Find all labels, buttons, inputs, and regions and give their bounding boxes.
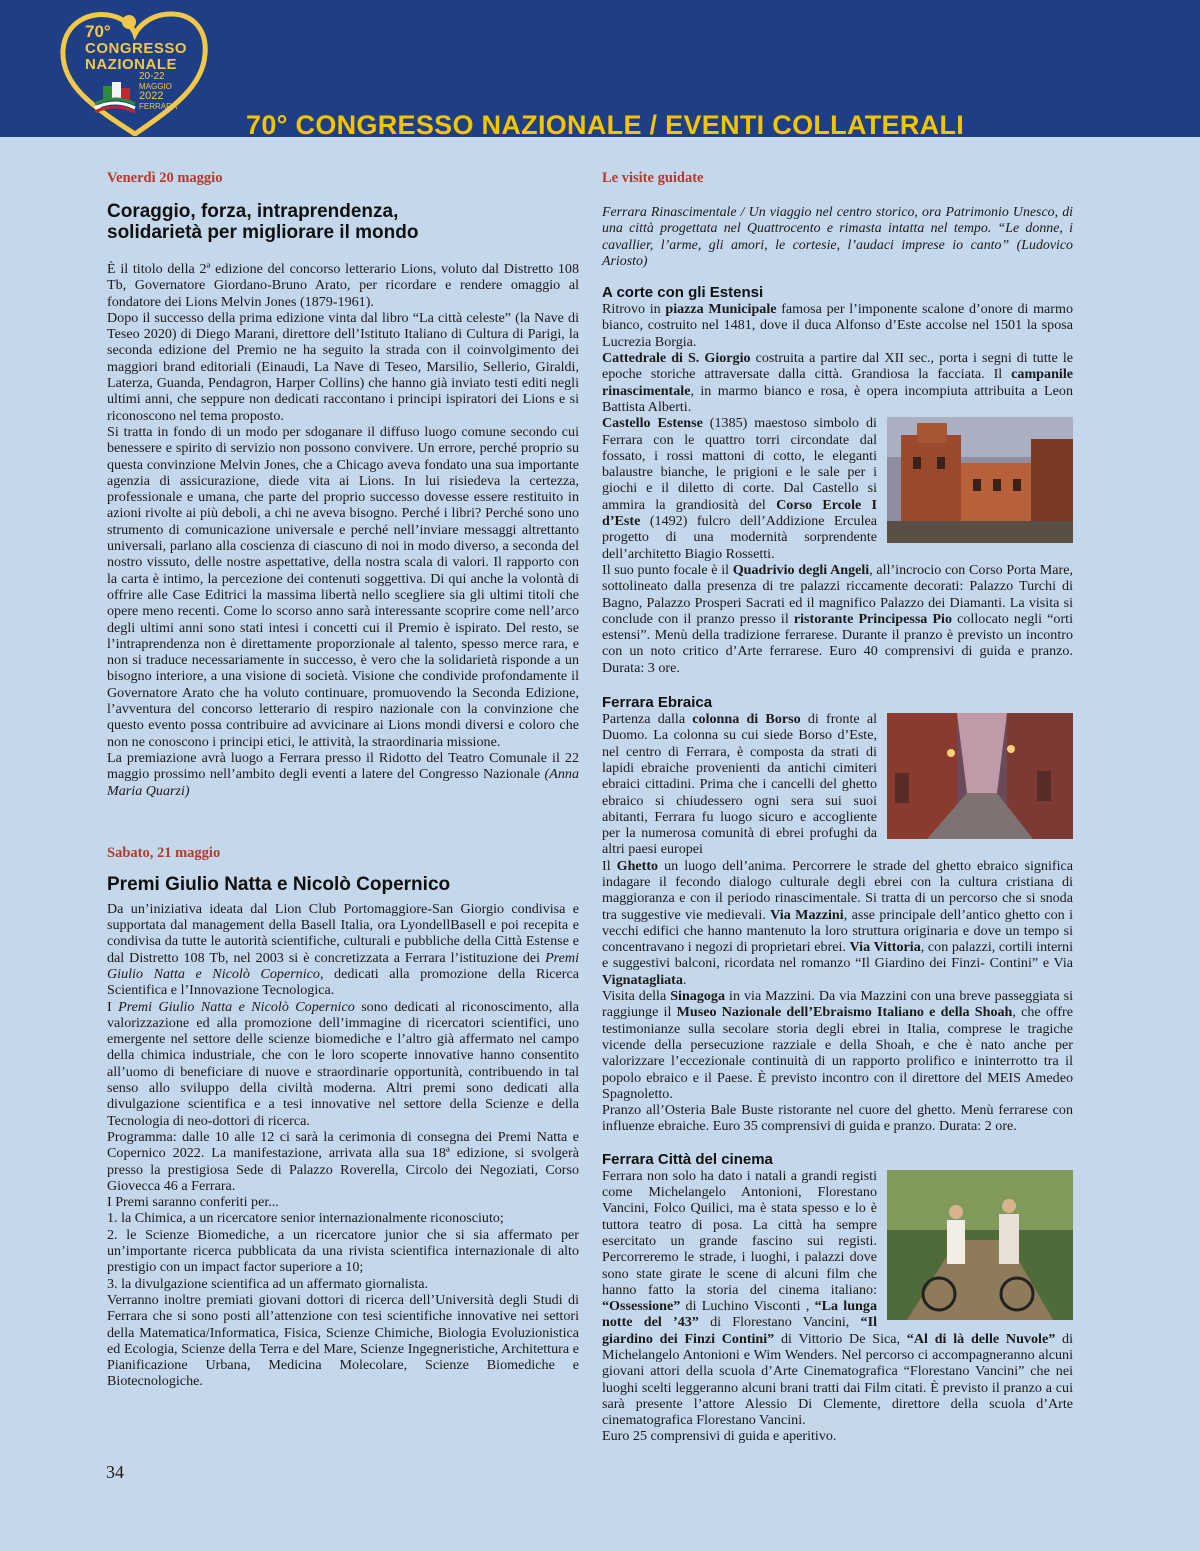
- text-run-bold: “La lunga notte del ’43”: [602, 1298, 877, 1331]
- section1-headline-line2: solidarietà per migliorare il mondo: [107, 222, 419, 243]
- text-run: Il: [602, 857, 617, 874]
- section2-paragraph: I Premi saranno conferiti per...: [107, 1194, 279, 1211]
- text-run-bold: Cattedrale di S. Giorgio: [602, 350, 751, 367]
- text-run-italic: Premi Giulio Natta e Nicolò Copernico: [118, 998, 355, 1015]
- text-run: Da un’iniziativa ideata dal Lion Club Portomaggiore-San Giorgio condivisa e supportata dal management della Basell Italia, ora LyondellBasell e poi recepita e condivisa da tutte le autorità scientifiche, culturali e pubbliche della Città Estense e dal Distretto 108 Tb, nel 2003 si è concretizzata a Ferrara l’istituzione dei: [107, 900, 579, 966]
- section2-list-item: 2. le Scienze Biomediche, a un ricercatore junior che si sia affermato per un’importante ricerca pubblicata da una rivista scientifica internazionale di alto prestigio con un impact factor superiore a 10;: [107, 1226, 579, 1276]
- tours-intro: Ferrara Rinascimentale / Un viaggio nel centro storico, ora Patrimonio Unesco, di una città progettata nel Quattrocento e rimasta intatta nel tempo. “Le donne, i cavallier, l’arme, gli amori, le cortesie, l’audaci imprese io canto” (Ludovico Ariosto): [602, 205, 1073, 269]
- estensi-paragraph: [602, 562, 1073, 676]
- text-run-bold: Castello Estense: [602, 415, 703, 432]
- text-run-italic: Premi Giulio Natta e Nicolò Copernico: [107, 949, 579, 982]
- section1-paragraph: Si tratta in fondo di un modo per sdoganare il diffuso luogo comune secondo cui benessere e spirito di servizio non possono convivere. Un errore, perché proprio su questa convinzione Melvin Jones, che a Chicago aveva fondato una sua importante agenzia di assicurazione, diede vita ai Lions. In lui risiedeva la certezza, professionale e umana, che parte del proprio successo dovesse essere restituito in azioni rivolte ai più deboli, a chi ne aveva bisogno. Perché i libri? Perché sono uno strumento di comunicazione universale e perché nell’inviare messaggi altrettanto universali, parlano alla coscienza di ciascuno di noi in modo diverso, a seconda del nostro vissuto, delle nostre aspettative, della nostra scala di valori. Il rapporto con la carta è intimo, la percezione dei contenuti soggettiva. Di qui anche la volontà di offrire alle Case Editrici la massima libertà nello scegliere sia gli ultimi titoli che opere meno recenti. Come lo scorso anno sarà interessante scoprire come nell’arco degli ultimi anni sono stati intesi i concetti cui il Premio è ispirato. Del resto, se l’intraprendenza non è direttamente proporzionale al talento, spesso merce rara, e non si traduce necessariamente in successo, è vero che la solidarietà risponde a un bisogno interiore, a una visione di società. Visione che condivide profondamente il Governatore Arato che ha voluto continuare, promuovendo la Seconda Edizione, l’avventura del concorso letterario di respiro nazionale con la convinzione che questo evento possa contribuire ad avvicinare ai Lions mondi diversi e coloro che non ne conoscono i principi etici, le attività, la straordinaria missione.: [107, 423, 579, 750]
- ebraica-paragraph: [602, 858, 1073, 988]
- text-run-bold: “Il giardino dei Finzi Contini”: [602, 1314, 877, 1347]
- ebraica-paragraph: [602, 988, 1073, 1102]
- section2-paragraph: [107, 901, 579, 999]
- text-run: I: [107, 998, 119, 1015]
- text-run: di fronte al Duomo. La colonna su cui siede Borso d’Este, nel centro di Ferrara, è composta da strati di lapidi ebraiche provenienti da antichi cimiteri ebraici cittadini. Prima che i cancelli del ghetto ebraico si chiudessero ogni sera sui suoi abitanti, Ferrara fu luogo sicuro e accogliente per la numerosa comunità di ebrei profughi da altri paesi europei: [602, 711, 878, 858]
- text-run: (1385) maestoso simbolo di Ferrara con le quattro torri circondate dal fossato, i rossi mattoni di cotto, le eleganti balaustre bianche, le prigioni e le sale per i giochi e il diletto di corte. Dal Castello si ammira la grandiosità del: [602, 415, 877, 513]
- text-run: un luogo dell’anima. Percorrere le strade del ghetto ebraico significa indagare il fecondo dialogo culturale degli ebrei con la cultura cristiana di maggioranza e con il periodo rinascimentale. Si tratta di un percorso che si snoda tra suggestive vie medievali.: [602, 857, 1073, 923]
- text-run-bold: Quadrivio degli Angeli: [732, 561, 870, 578]
- ghetto-street-photo: [887, 713, 1073, 839]
- section2-paragraph: Verranno inoltre premiati giovani dottori di ricerca dell’Università degli Studi di Ferrara che si sono posti all’attenzione con tesi scientifiche innovative nei settori della Matematica/Informatica, Fisica, Scienze Chimiche, Biologia Evoluzionistica ed Ecologia, Scienze della Terra e del Mare, Scienze Ingegneristiche, Architettura e Pianificazione Urbana, Medicina Molecolare, Scienze Biomediche e Biotecnologiche.: [107, 1291, 579, 1390]
- text-run: , asse principale dell’antico ghetto con i vecchi edifici che hanno mantenuto la loro struttura originaria e dove un tempo si concentravano i negozi di proprietari ebrei.: [602, 906, 1074, 956]
- text-run: (1492) fulcro dell’Addizione Erculea progetto di una modernità sorprendente dell’architetto Biagio Rossetti.: [602, 513, 877, 562]
- section2-list-item: 1. la Chimica, a un ricercatore senior internazionalmente riconosciuto;: [107, 1210, 504, 1227]
- logo-line2: NAZIONALE: [85, 56, 177, 73]
- estensi-title: A corte con gli Estensi: [602, 284, 764, 302]
- text-run-bold: “Ossessione”: [602, 1298, 681, 1315]
- logo-line1: CONGRESSO: [85, 40, 188, 57]
- cinema-title: Ferrara Città del cinema: [602, 1150, 773, 1168]
- text-run: Partenza dalla: [602, 711, 693, 728]
- text-run: , in marmo bianco e rosa, è opera incompiuta attribuita a Leon Battista Alberti.: [602, 382, 1073, 415]
- text-run: , all’incrocio con Corso Porta Mare, sottolineato dalla presenza di tre palazzi riccamente decorati: Palazzo Turchi di Bagno, Palazzo Prosperi Sacrati ed il magnifico Palazzo dei Diamanti. La visita si conclude con il pranzo presso il: [602, 561, 1073, 627]
- text-run: di Vittorio De Sica,: [774, 1330, 907, 1347]
- logo-year: 2022: [139, 90, 164, 102]
- text-run-bold: Museo Nazionale dell’Ebraismo Italiano e della Shoah: [676, 1004, 1013, 1021]
- text-run-bold: Via Mazzini: [770, 906, 844, 923]
- section1-paragraph: Dopo il successo della prima edizione vinta dal libro “La città celeste” (la Nave di Teseo 2020) di Diego Marani, direttore dell’Istituto Italiano di Cultura di Parigi, la seconda edizione del Premio ne ha seguito la strada con il coinvolgimento dei maggiori brand editoriali (Einaudi, La Nave di Teseo, Marsilio, Sellerio, Giraldi, Laterza, Guanda, Pendagron, Harper Collins) che hanno già inviato testi editi negli ultimi anni, che seppure non dedicati raccontano i principi ispiratori dei Lions e si riconoscono nel tema proposto.: [107, 309, 579, 424]
- congress-logo: [55, 8, 215, 136]
- section1-headline-line1: Coraggio, forza, intraprendenza,: [107, 201, 399, 222]
- castle-photo: [887, 417, 1073, 543]
- text-run: costruita a partire dal XII sec., porta i segni di tutte le epoche storiche attraversate dalla città. Grandiosa la facciata. Il: [602, 350, 1073, 383]
- section1-signature: (Anna Maria Quarzi): [107, 766, 579, 799]
- text-run: famosa per l’imponente scalone d’onore di marmo bianco, costruito nel 1481, dove il duca Alfonso d’Este accolse nel 1501 la sposa Lucrezia Borgia.: [602, 301, 1073, 350]
- cinema-still-photo: [887, 1170, 1073, 1320]
- logo-number: 70°: [85, 22, 111, 41]
- section2-list-item: 3. la divulgazione scientifica ad un affermato giornalista.: [107, 1275, 429, 1292]
- text-run: di Michelangelo Antonioni e Wim Wenders. Nel percorso ci accompagneranno alcuni giovani attori della scuola d’Arte Cinematografica “Florestano Vancini” che nei luoghi scelti leggeranno alcuni brani tratti dai Film citati. È previsto il pranzo a cui sarà presente l’attore Alessio Di Clemente, direttore della scuola d’Arte cinematografica Florestano Vancini.: [602, 1330, 1073, 1429]
- section1-kicker: Venerdì 20 maggio: [107, 170, 223, 186]
- text-run: , con palazzi, cortili interni e suggestivi balconi, ricordata nel romanzo “Il Giardino dei Finzi- Contini” e Via: [602, 939, 1073, 972]
- section2-paragraph: Programma: dalle 10 alle 12 ci sarà la cerimonia di consegna dei Premi Natta e Copernico 2022. La manifestazione, arrivata alla sua 18ª edizione, si svolgerà presso la prestigiosa Sede di Palazzo Roverella, Circolo dei Negoziati, Corso Giovecca 46 a Ferrara.: [107, 1128, 579, 1194]
- text-run: Ferrara non solo ha dato i natali a grandi registi come Michelangelo Antonioni, Florestano Vancini, Folco Quilici, ma è stata spesso e lo è tuttora teatro di posa. La città ha sempre esercitato un grande fascino sui registi. Percorreremo le strade, i luoghi, i palazzi dove sono state girate le scene di alcuni film che hanno fatto la storia del cinema italiano:: [602, 1167, 877, 1298]
- logo-city: FERRARA: [139, 102, 178, 111]
- section2-paragraph: [107, 999, 579, 1129]
- text-run-bold: Corso Ercole I d’Este: [602, 496, 878, 530]
- text-run-bold: piazza Municipale: [665, 301, 777, 318]
- left-column: [107, 170, 579, 1390]
- section1-paragraph: È il titolo della 2ª edizione del concorso letterario Lions, voluto dal Distretto 108 Tb, Governatore Giordano-Bruno Arato, per ricordare e rendere omaggio al fondatore dei Lions Melvin Jones (1879-1961).: [107, 261, 579, 310]
- text-run-bold: colonna di Borso: [692, 711, 801, 728]
- tours-kicker: Le visite guidate: [602, 170, 704, 186]
- cinema-paragraph: Euro 25 comprensivi di guida e aperitivo.: [602, 1428, 837, 1445]
- page-number: 34: [106, 1462, 124, 1482]
- banner-title: 70° CONGRESSO NAZIONALE / EVENTI COLLATERALI: [246, 110, 965, 140]
- text-run: , che offre testimonianze sulla secolare storia degli ebrei in Italia, comprese le tragiche vicende della persecuzione razziale e della Shoah, e che è nato anche per valorizzare l’eccezionale continuità di un rapporto prolifico e ininterrotto tra il popolo ebraico e il Paese. È previsto incontro con il direttore del MEIS Amedeo Spagnoletto.: [602, 1004, 1073, 1102]
- text-run-bold: Via Vittoria: [849, 939, 921, 956]
- section2-kicker: Sabato, 21 maggio: [107, 844, 221, 861]
- text-run: Visita della: [602, 988, 671, 1005]
- ebraica-paragraph: Pranzo all’Osteria Bale Buste ristorante nel cuore del ghetto. Menù ferrarese con influenze ebraiche. Euro 35 comprensivi di guida e pranzo. Durata: 2 ore.: [602, 1102, 1073, 1135]
- text-run: , dedicati alla promozione della Ricerca Scientifica e l’Innovazione Tecnologica.: [107, 965, 579, 999]
- section2-headline: Premi Giulio Natta e Nicolò Copernico: [107, 873, 451, 895]
- text-run-bold: “Al di là delle Nuvole”: [906, 1330, 1056, 1347]
- section1-paragraph-text: La premiazione avrà luogo a Ferrara presso il Ridotto del Teatro Comunale il 22 maggio prossimo nell’ambito degli eventi a latere del Congresso Nazionale: [107, 749, 579, 783]
- ebraica-title: Ferrara Ebraica: [602, 694, 713, 712]
- text-run-bold: Vignatagliata: [602, 971, 683, 988]
- text-run-bold: ristorante Principessa Pio: [793, 610, 953, 627]
- text-run-bold: Ghetto: [616, 857, 659, 874]
- section1-paragraph-last: [107, 750, 579, 799]
- logo-month: MAGGIO: [139, 82, 172, 91]
- text-run: sono dedicati al riconoscimento, alla valorizzazione ed alla promozione dell’immagine di ricercatori scientifici, uno emergente nel settore delle scienze biomediche e l’altro già affermato nel campo della chimica industriale, che con le loro scoperte innovative hanno consentito all’uomo di beneficiare di nuove e straordinarie opportunità, contribuendo in tal senso allo sviluppo della civiltà moderna. Altri premi sono dedicati alla divulgazione scientifica e a tesi innovative nel settore della Scienze e della Tecnologia di neo-dottori di ricerca.: [107, 998, 580, 1129]
- text-run: di Florestano Vancini,: [698, 1314, 861, 1331]
- text-run: collocato negli “orti estensi”. Menù della tradizione ferrarese. Durante il pranzo è previsto un incontro con un noto critico d’Arte ferrarese. Euro 40 comprensivi di guida e pranzo. Durata: 3 ore.: [602, 610, 1073, 676]
- logo-dates: 20-22: [139, 71, 165, 82]
- text-run: Il suo punto focale è il: [602, 561, 733, 578]
- text-run: di Luchino Visconti ,: [680, 1298, 815, 1315]
- estensi-paragraph: [602, 301, 1073, 350]
- text-run-bold: campanile rinascimentale: [602, 366, 1073, 399]
- text-run: in via Mazzini. Da via Mazzini con una breve passeggiata si raggiunge il: [602, 988, 1074, 1021]
- text-run: Ritrovo in: [602, 301, 666, 318]
- right-column: [602, 170, 1073, 1445]
- text-run: .: [682, 971, 687, 988]
- text-run-bold: Sinagoga: [670, 988, 726, 1005]
- estensi-paragraph: [602, 350, 1073, 415]
